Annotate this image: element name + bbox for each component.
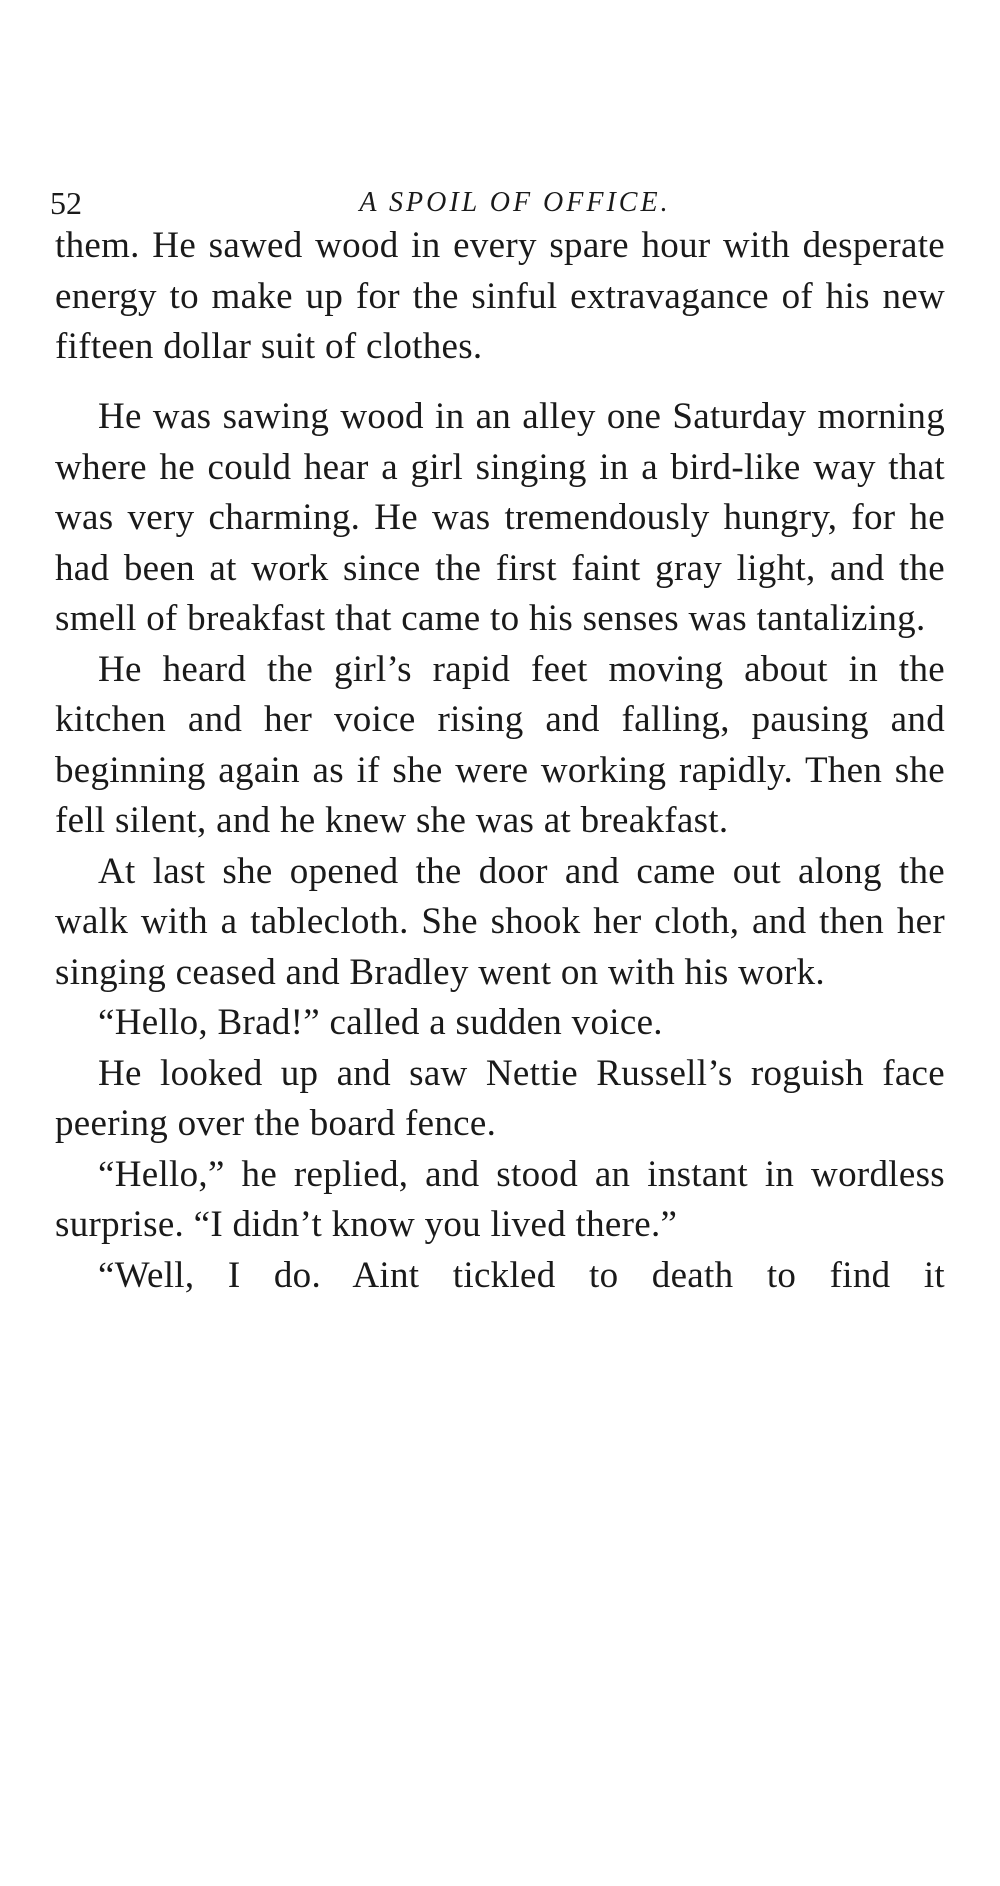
paragraph: “Well, I do. Aint tickled to death to find it [98,1254,945,1296]
paragraph: He was sawing wood in an alley one Saturday morning where he could hear a girl singing in a bird-like way that was very charming. He was tremendously hungry, for he had been at work since the first faint gray light, and the smell of breakfast that came to his senses was tantalizing. [55,396,945,639]
paragraph: At last she opened the door and came out along the walk with a tablecloth. She shook her cloth, and then her singing ceased and Bradley went on with his work. [55,850,945,993]
paragraph: “Hello, Brad!” called a sudden voice. [98,1002,663,1043]
continuation-paragraph: them. He sawed wood in every spare hour with desperate energy to make up for the sinful extravagance of his new fifteen dollar suit of clothes. [55,225,945,367]
paragraph: He heard the girl’s rapid feet moving about in the kitchen and her voice rising and falling, pausing and beginning again as if she were working rapidly. Then she fell silent, and he knew she was at breakfast. [55,648,945,841]
paragraph: He looked up and saw Nettie Russell’s roguish face peering over the board fence. [55,1052,945,1144]
paragraph: “Hello,” he replied, and stood an instant in wordless surprise. “I didn’t know you lived there.” [55,1153,945,1245]
body-text [55,392,945,1301]
continuation-text [55,221,945,373]
page-number: 52 [50,185,82,221]
running-title: A SPOIL OF OFFICE. [359,187,671,218]
